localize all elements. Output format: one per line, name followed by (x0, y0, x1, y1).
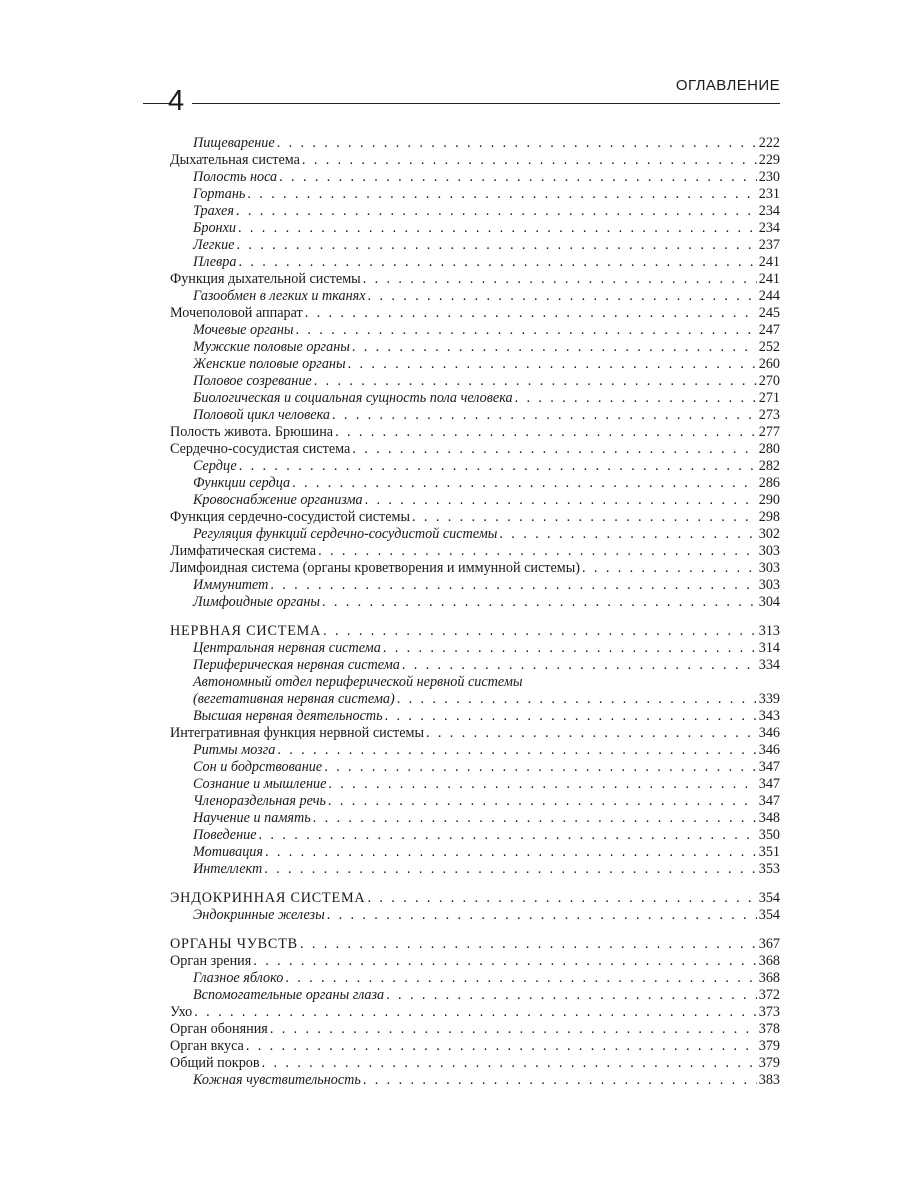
toc-entry-title: Легкие (193, 237, 235, 253)
toc-entry-title: Регуляция функций сердечно-сосудистой системы (193, 526, 498, 542)
toc-entry-title: Плевра (193, 254, 237, 270)
toc-entry (170, 827, 780, 844)
toc-entry-page: 334 (758, 657, 780, 673)
dot-leader (239, 458, 757, 475)
toc-entry-page: 273 (758, 407, 780, 423)
toc-entry-page: 303 (758, 577, 780, 593)
toc-entry-page: 368 (758, 970, 780, 986)
dot-leader (259, 827, 757, 844)
toc-entry (170, 987, 780, 1004)
toc-entry-title: Иммунитет (193, 577, 269, 593)
dot-leader (246, 1038, 757, 1055)
toc-part-heading (170, 936, 780, 953)
toc-entry-title: ОРГАНЫ ЧУВСТВ (170, 936, 298, 952)
toc-entry-title: Высшая нервная деятельность (193, 708, 383, 724)
dot-leader (279, 169, 757, 186)
toc-entry-title: Интегративная функция нервной системы (170, 725, 425, 741)
toc-entry-page: 277 (758, 424, 780, 440)
dot-leader (285, 970, 756, 987)
toc-entry (170, 186, 780, 203)
toc-entry-title: Кровоснабжение организма (193, 492, 363, 508)
toc-entry-title: Мочевые органы (193, 322, 294, 338)
toc-entry-page: 280 (758, 441, 780, 457)
toc-entry-page: 230 (758, 169, 780, 185)
dot-leader (385, 708, 757, 725)
toc-entry (170, 1021, 780, 1038)
toc-entry (170, 288, 780, 305)
toc-entry-page: 314 (758, 640, 780, 656)
toc-entry-page: 260 (758, 356, 780, 372)
dot-leader (265, 844, 757, 861)
toc-entry-title: Периферическая нервная система (193, 657, 400, 673)
dot-leader (386, 987, 757, 1004)
toc-entry (170, 594, 780, 611)
toc-entry-page: 353 (758, 861, 780, 877)
dot-leader (335, 424, 757, 441)
toc-entry (170, 1004, 780, 1021)
dot-leader (368, 288, 757, 305)
dot-leader (367, 890, 756, 907)
toc-entry-title: Сон и бодрствование (193, 759, 323, 775)
toc-entry-page: 241 (758, 254, 780, 270)
dot-leader (328, 776, 756, 793)
toc-entry-page: 252 (758, 339, 780, 355)
toc-entry-title: НЕРВНАЯ СИСТЕМА (170, 623, 322, 639)
running-header-title: ОГЛАВЛЕНИЕ (675, 77, 780, 94)
toc-entry-title: Женские половые органы (193, 356, 346, 372)
toc-entry-title: Функция сердечно-сосудистой системы (170, 509, 411, 525)
toc-entry (170, 339, 780, 356)
toc-entry-title: Половое созревание (193, 373, 312, 389)
toc-entry (170, 1072, 780, 1089)
toc-entry-page: 270 (758, 373, 780, 389)
toc-entry (170, 203, 780, 220)
toc-entry-title: (вегетативная нервная система) (193, 691, 395, 707)
dot-leader (426, 725, 757, 742)
toc-entry-title: Сердце (193, 458, 237, 474)
toc-entry-title: Вспомогательные органы глаза (193, 987, 385, 1003)
toc-entry (170, 907, 780, 924)
toc-entry (170, 953, 780, 970)
dot-leader (238, 220, 757, 237)
toc-entry-page: 379 (758, 1055, 780, 1071)
toc-entry-page: 286 (758, 475, 780, 491)
dot-leader (412, 509, 757, 526)
toc-entry (170, 441, 780, 458)
toc-entry-title: Мотивация (193, 844, 263, 860)
toc-entry (170, 407, 780, 424)
toc-entry-title: Кожная чувствительность (193, 1072, 361, 1088)
toc-entry-page: 303 (758, 543, 780, 559)
toc-entry-title: Лимфоидные органы (193, 594, 320, 610)
toc-entry (170, 759, 780, 776)
toc-entry-page: 271 (758, 390, 780, 406)
toc-entry-page: 383 (758, 1072, 780, 1088)
toc-entry-page: 373 (758, 1004, 780, 1020)
toc-entry-page: 351 (758, 844, 780, 860)
toc-entry (170, 725, 780, 742)
toc-entry-title: Лимфатическая система (170, 543, 317, 559)
toc-entry-title: Функция дыхательной системы (170, 271, 361, 287)
toc-entry (170, 674, 780, 691)
toc-entry-page: 348 (758, 810, 780, 826)
dot-leader (328, 793, 757, 810)
dot-leader (236, 237, 756, 254)
toc-entry-page: 303 (758, 560, 780, 576)
toc-entry-page: 229 (758, 152, 780, 168)
dot-leader (313, 810, 757, 827)
toc-entry (170, 640, 780, 657)
toc-entry-title: Членораздельная речь (193, 793, 326, 809)
toc-entry-page: 347 (758, 793, 780, 809)
toc-entry (170, 509, 780, 526)
toc-entry-title: Эндокринные железы (193, 907, 325, 923)
dot-leader (262, 1055, 757, 1072)
toc-entry (170, 135, 780, 152)
toc-entry-page: 372 (758, 987, 780, 1003)
dot-leader (352, 441, 756, 458)
dot-leader (327, 907, 757, 924)
dot-leader (247, 186, 756, 203)
dot-leader (322, 594, 757, 611)
toc-entry-title: Научение и память (193, 810, 311, 826)
toc-entry-title: Орган зрения (170, 953, 252, 969)
toc-entry-title: ЭНДОКРИННАЯ СИСТЕМА (170, 890, 366, 906)
toc-entry-page: 347 (758, 776, 780, 792)
toc-entry (170, 793, 780, 810)
dot-leader (515, 390, 757, 407)
toc-entry-page: 304 (758, 594, 780, 610)
toc-entry-title: Сознание и мышление (193, 776, 327, 792)
toc-entry (170, 708, 780, 725)
toc-entry (170, 742, 780, 759)
toc-entry-title: Ритмы мозга (193, 742, 276, 758)
page-number: 4 (168, 85, 185, 117)
toc-entry (170, 220, 780, 237)
dot-leader (318, 543, 757, 560)
toc-entry-title: Мочеполовой аппарат (170, 305, 303, 321)
toc-entry (170, 152, 780, 169)
dot-leader (300, 936, 757, 953)
toc-entry (170, 271, 780, 288)
dot-leader (295, 322, 756, 339)
toc-entry (170, 390, 780, 407)
toc-entry-page: 237 (758, 237, 780, 253)
toc-entry-page: 347 (758, 759, 780, 775)
dot-leader (582, 560, 757, 577)
dot-leader (270, 577, 756, 594)
toc-entry (170, 254, 780, 271)
dot-leader (292, 475, 757, 492)
toc-part-heading (170, 623, 780, 640)
toc-entry (170, 776, 780, 793)
dot-leader (363, 1072, 757, 1089)
toc-entry-title: Интеллект (193, 861, 263, 877)
dot-leader (352, 339, 757, 356)
toc-entry-page: 241 (758, 271, 780, 287)
toc-entry (170, 475, 780, 492)
toc-entry-page: 282 (758, 458, 780, 474)
toc-entry-page: 346 (758, 742, 780, 758)
dot-leader (332, 407, 757, 424)
toc-entry-title: Дыхательная система (170, 152, 300, 168)
toc-entry-page: 368 (758, 953, 780, 969)
toc-entry-title: Половой цикл человека (193, 407, 330, 423)
toc-entry (170, 577, 780, 594)
toc-entry-title: Биологическая и социальная сущность пола человека (193, 390, 513, 406)
toc-entry (170, 657, 780, 674)
toc-entry (170, 1038, 780, 1055)
toc-entry-title: Общий покров (170, 1055, 260, 1071)
toc-entry-page: 367 (758, 936, 780, 952)
toc-entry-title: Функции сердца (193, 475, 291, 491)
toc-entry (170, 356, 780, 373)
toc-entry-page: 378 (758, 1021, 780, 1037)
toc-entry (170, 844, 780, 861)
toc-entry-page: 234 (758, 220, 780, 236)
toc-entry (170, 237, 780, 254)
toc-entry-page: 298 (758, 509, 780, 525)
toc-entry (170, 492, 780, 509)
toc-entry-page: 231 (758, 186, 780, 202)
toc-entry-title: Глазное яблоко (193, 970, 284, 986)
dot-leader (397, 691, 757, 708)
toc-entry-title: Газообмен в легких и тканях (193, 288, 366, 304)
dot-leader (302, 152, 757, 169)
toc-entry-page: 343 (758, 708, 780, 724)
toc-entry (170, 305, 780, 322)
dot-leader (270, 1021, 757, 1038)
toc-entry-title: Орган обоняния (170, 1021, 268, 1037)
toc-entry (170, 424, 780, 441)
toc-entry-page: 350 (758, 827, 780, 843)
dot-leader (277, 742, 756, 759)
dot-leader (236, 203, 757, 220)
dot-leader (323, 623, 757, 640)
toc-entry-page: 234 (758, 203, 780, 219)
table-of-contents (170, 135, 780, 1089)
toc-entry (170, 373, 780, 390)
dot-leader (305, 305, 757, 322)
toc-entry-title: Полость живота. Брюшина (170, 424, 334, 440)
toc-entry-title: Мужские половые органы (193, 339, 350, 355)
dot-leader (365, 492, 757, 509)
header-rule (192, 103, 780, 104)
dot-leader (253, 953, 756, 970)
toc-entry-title: Сердечно-сосудистая система (170, 441, 351, 457)
dot-leader (348, 356, 757, 373)
toc-entry (170, 560, 780, 577)
dot-leader (314, 373, 757, 390)
toc-entry-page: 247 (758, 322, 780, 338)
toc-entry (170, 861, 780, 878)
toc-entry (170, 526, 780, 543)
toc-entry-page: 339 (758, 691, 780, 707)
toc-entry-page: 379 (758, 1038, 780, 1054)
dot-leader (383, 640, 757, 657)
toc-entry-title: Лимфоидная система (органы кроветворения и иммунной системы) (170, 560, 581, 576)
dot-leader (277, 135, 757, 152)
toc-part-heading (170, 890, 780, 907)
toc-entry-title: Центральная нервная система (193, 640, 381, 656)
dot-leader (499, 526, 756, 543)
dot-leader (324, 759, 757, 776)
toc-entry-title: Автономный отдел периферической нервной системы (193, 674, 523, 690)
toc-entry-title: Полость носа (193, 169, 278, 185)
toc-entry-title: Бронхи (193, 220, 236, 236)
toc-entry-page: 222 (758, 135, 780, 151)
header-dash (143, 103, 171, 104)
toc-entry-title: Трахея (193, 203, 234, 219)
toc-entry-page: 346 (758, 725, 780, 741)
dot-leader (402, 657, 757, 674)
toc-entry (170, 169, 780, 186)
toc-entry-title: Орган вкуса (170, 1038, 244, 1054)
toc-entry-page: 302 (758, 526, 780, 542)
toc-entry-title: Поведение (193, 827, 257, 843)
toc-entry (170, 1055, 780, 1072)
dot-leader (194, 1004, 756, 1021)
toc-entry-page: 354 (758, 907, 780, 923)
toc-entry (170, 691, 780, 708)
toc-entry-page: 354 (758, 890, 780, 906)
toc-entry-page: 290 (758, 492, 780, 508)
toc-entry-page: 244 (758, 288, 780, 304)
toc-entry-title: Ухо (170, 1004, 193, 1020)
toc-entry (170, 458, 780, 475)
toc-entry-page: 245 (758, 305, 780, 321)
dot-leader (363, 271, 757, 288)
toc-entry (170, 322, 780, 339)
dot-leader (264, 861, 757, 878)
toc-entry-page: 313 (758, 623, 780, 639)
dot-leader (238, 254, 756, 271)
toc-entry (170, 970, 780, 987)
toc-entry (170, 543, 780, 560)
toc-entry (170, 810, 780, 827)
toc-entry-title: Пищеварение (193, 135, 275, 151)
toc-entry-title: Гортань (193, 186, 246, 202)
